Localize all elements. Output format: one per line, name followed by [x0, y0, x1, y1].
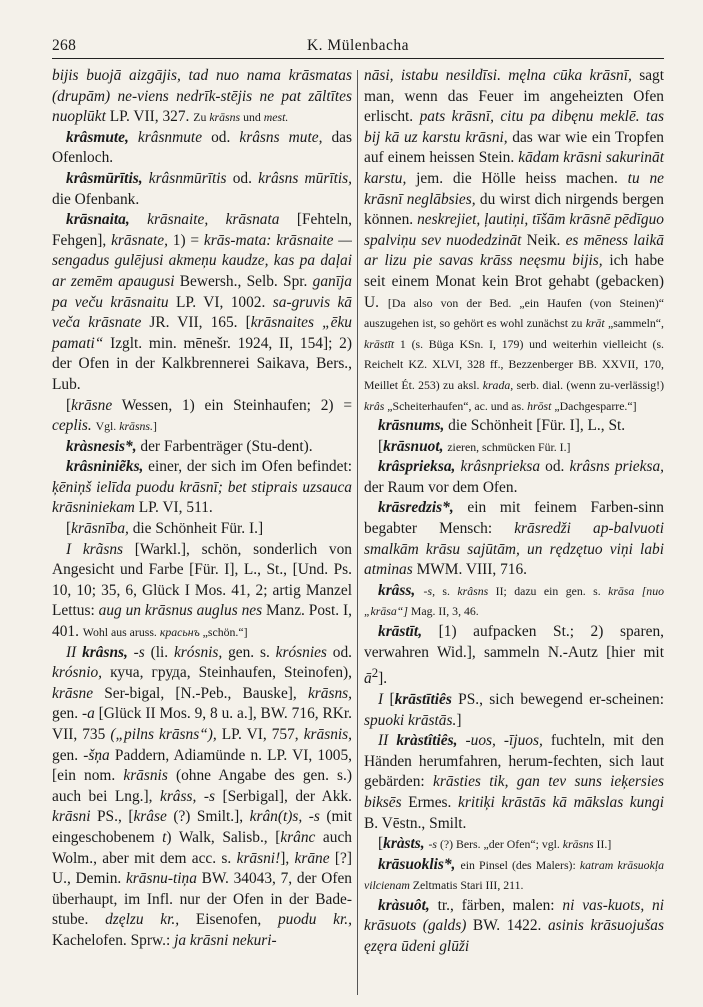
dictionary-entry: krâsmūrītis, krâsnmūrītis od. krâsns mūrītis, die Ofenbank. — [52, 169, 352, 208]
running-title: K. Mülenbacha — [306, 37, 410, 54]
dictionary-entry: [kràsts, -s (?) Bers. „der Ofen“; vgl. krāsns II.] — [378, 835, 612, 853]
dictionary-entry: [krāsnība, die Schönheit Für. I.] — [66, 520, 264, 538]
dictionary-entry: [krāsne Wessen, 1) ein Steinhaufen; 2) = ceplis. Vgl. krāsns.] — [52, 396, 352, 435]
column-divider — [357, 70, 358, 995]
left-column — [52, 66, 352, 952]
dictionary-entry: krāsredzis*, ein mit feinem Farben-sinn begabter Mensch: krāsredži ap-balvuoti smalkām krāsu sajūtām, un rędzętuo viņi labi atminas MWM. VIII, 716. — [364, 499, 664, 579]
dictionary-entry: bijis buojā aizgājis, tad nuo nama krāsmatas (drupām) ne-viens nedrīk-stējis ne pat zāltītes nuoplūkt LP. VII, 327. Zu krāsns und mest. — [52, 67, 352, 126]
dictionary-entry: krâss, -s, s. krâsns II; dazu ein gen. s. krāsa [nuo „krāsa“] Mag. II, 3, 46. — [364, 581, 664, 619]
dictionary-entry: I [krāstītiês PS., sich bewegend er-scheinen: spuoki krāstās.] — [364, 690, 664, 729]
dictionary-entry: krāsnums, die Schönheit [Für. I], L., St. — [378, 417, 626, 435]
dictionary-entry: nāsi, istabu nesildīsi. męlna cūka krāsnī, sagt man, wenn das Feuer im angeheizten Ofen erlischt. pats krāsnī, citu pa dibęnu meklē. tas bij kā uz karstu krāsni, das war wie ein Tropfen auf einem heissen Stein. kādam krāsni sakurināt karstu, jem. die Hölle heiss machen. tu ne krāsnī neglābsies, du wirst dich nirgends bergen können. neskrejiet, ļautiņi, tīšām krāsnē pēdīguo spalviņu sev nuodedzināt Neik. es mēness laikā ar lizu pie savas krāss neęsmu bijis, ich habe seit einem Monat kein Brot gehabt (gebacken) U. [Da also von der Bed. „ein Haufen (von Steinen)“ auszugehen ist, so gehört es wohl zunächst zu krāt „sammeln“, krāstīt 1 (s. Büga KSn. I, 179) und weiterhin vielleicht (s. Reichelt KZ. XLVI, 328 ff., Bezzenberger BB. XXVII, 170, Meillet Ét. 253) zu aksl. krada, serb. dial. (wenn zu-verlässig!) krâs „Scheiterhaufen“, ac. und as. hrōst „Dachgesparre.“] — [364, 67, 665, 413]
dictionary-entry: I krãsns [Warkl.], schön, sonderlich von Angesicht und Farbe [Für. I], L., St., [Und. Ps. 10, 10; 35, 6, Glück I Mos. 41, 2; artig Manzel Lettus: aug un krāsnus auglus nes Manz. Post. I, 401. Wohl aus aruss. красьнъ „schön.“] — [52, 540, 352, 641]
running-header — [52, 36, 664, 59]
dictionary-entry: II krâsns, -s (li. krósnis, gen. s. krósnies od. krósnio, куча, груда, Steinhaufen, Steinofen), krāsne Ser-bigal, [N.-Peb., Bauske], krāsns, gen. -a [Glück II Mos. 9, 8 u. a.], BW. 716, RKr. VII, 735 („pilns krāsns“), LP. VI, 757, krāsnis, gen. -šņa Paddern, Adiamünde n. LP. VI, 1005, [ein nom. krāsnis (ohne Angabe des gen. s.) auch bei Lng.], krâss, -s [Serbigal], der Akk. krāsni PS., [krâse (?) Smilt.], krân(t)s, -s (mit eingeschobenem t) Walk, Salisb., [krânc auch Wolm., aber mit dem acc. s. krāsni!], krāne [?] U., Demin. krāsnu-tiņa BW. 34043, 7, der Ofen überhaupt, im Infl. nur der Ofen in der Bade-stube. dzęlzu kr., Eisenofen, puodu kr., Kachelofen. Sprw.: ja krāsni nekuri- — [52, 643, 353, 949]
dictionary-entry: krâsmute, krâsnmute od. krâsns mute, das Ofenloch. — [52, 128, 352, 167]
dictionary-entry: II kràstîtiês, -uos, -ījuos, fuchteln, mit den Händen herumfahren, herum-fechten, sich laut gebärden: krāsties tik, gan tev suns ieķersies biksēs Ermes. kritiķi krāstās kā mākslas kungi B. Vēstn., Smilt. — [364, 732, 664, 832]
dictionary-entry: krāstīt, [1) aufpacken St.; 2) sparen, verwahren Wid.], sammeln N.-Autz [hier mit $ā^2$]. — [364, 623, 664, 688]
dictionary-entry: kràsnesis*, der Farbenträger (Stu-dent). — [66, 437, 313, 455]
dictionary-entry: kràsuôt, tr., färben, malen: ni vas-kuots, ni krāsuots (galds) BW. 1422. asinis krāsuojušas ęzęra ūdeni glūži — [364, 896, 664, 956]
dictionary-entry: krâsniniẽks, einer, der sich im Ofen befindet: ķēniņš ielīda puodu krāsnī; bet stiprais uzsauca krāsniniekam LP. VI, 511. — [52, 458, 352, 517]
right-column — [364, 66, 664, 958]
dictionary-entry: [krāsnuot, zieren, schmücken Für. I.] — [378, 437, 571, 455]
dictionary-entry: krāsuoklis*, ein Pinsel (des Malers): katram krāsuokļa vilcienam Zeltmatis Stari III, 211. — [364, 855, 664, 893]
dictionary-entry: krāsnaita, krāsnaite, krāsnata [Fehteln, Fehgen], krāsnate, 1) = krās-mata: krāsnaite — sengadus gulējusi akmeņu kaudze, kas pa daļai ar zemēm apaugusi Bewersh., Selb. Spr. ganīja pa veču krāsnaitu LP. VI, 1002. sa-gruvis kā veča krāsnate JR. VII, 165. [krāsnaites „ēku pamati“ Izglt. min. mēnešr. 1924, II, 154]; 2) der Ofen in der Kalkbrennerei Saikava, Bers., Lub. — [52, 211, 352, 393]
dictionary-entry: krâsprieksa, krâsnprieksa od. krâsns prieksa, der Raum vor dem Ofen. — [364, 458, 664, 496]
page-number: 268 — [52, 37, 77, 54]
